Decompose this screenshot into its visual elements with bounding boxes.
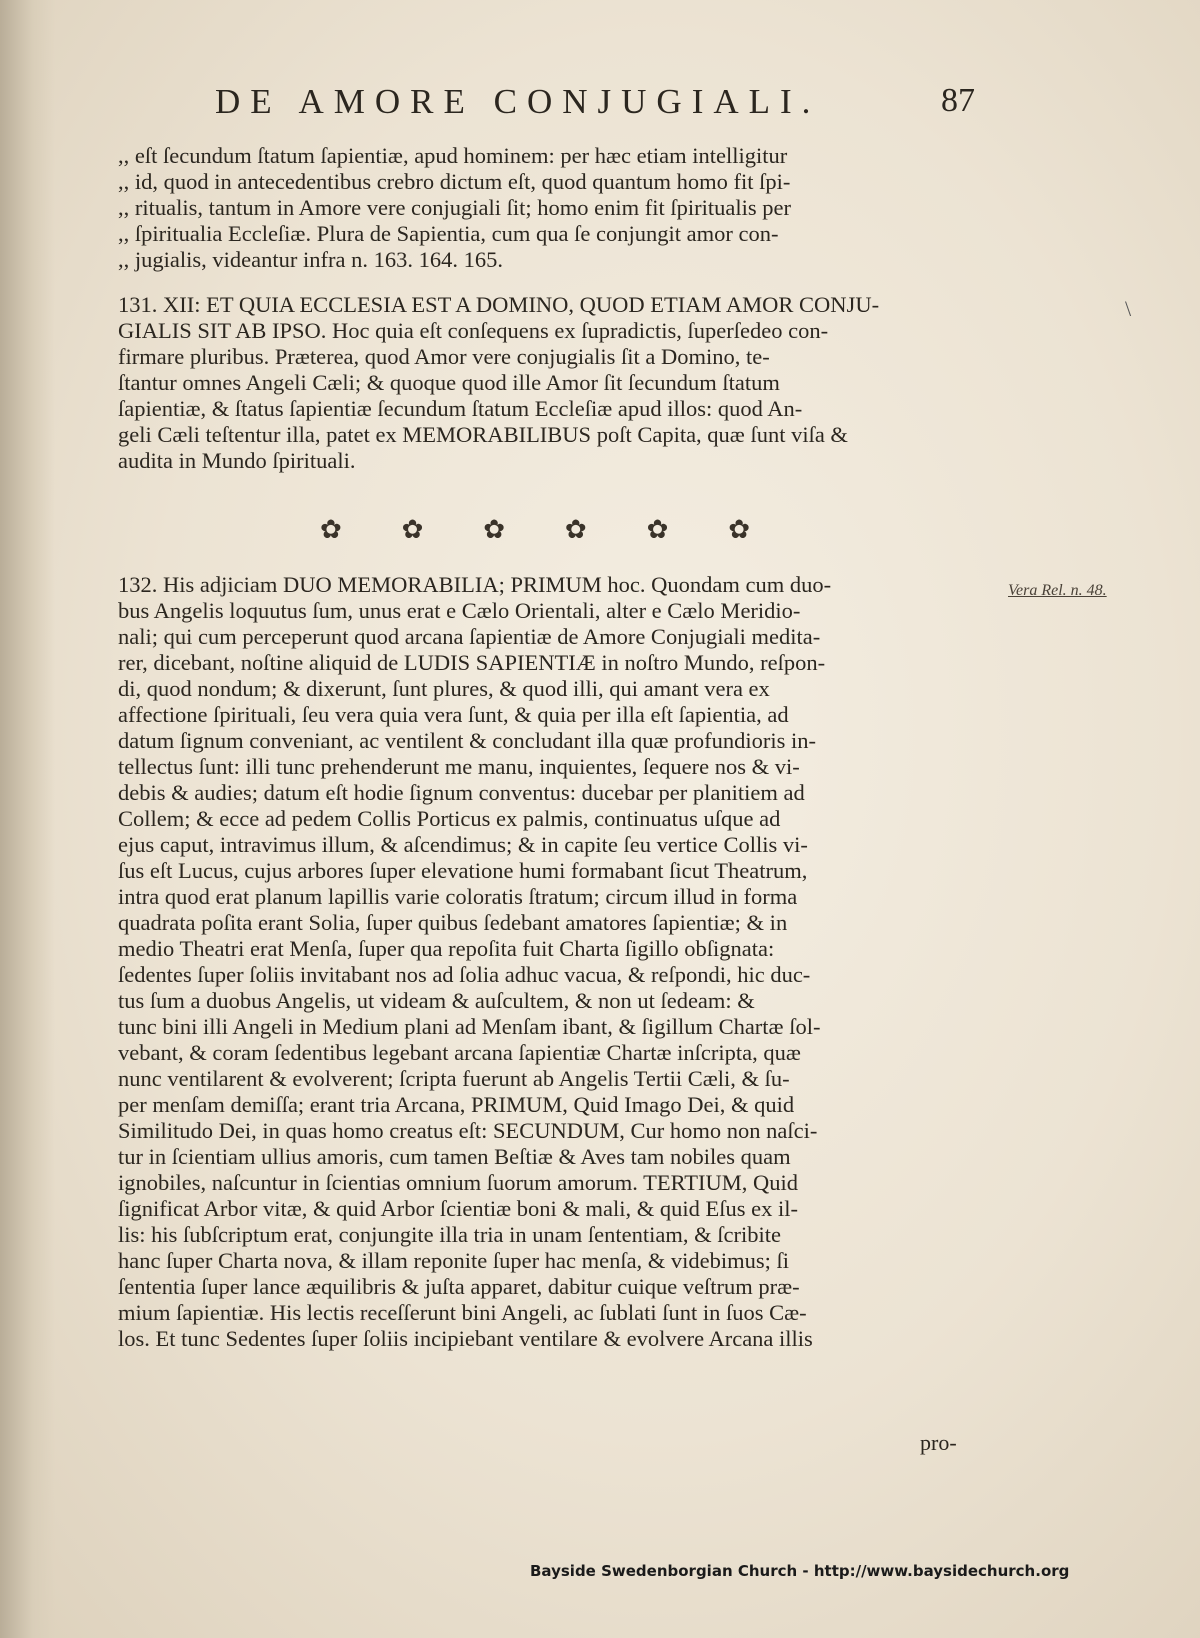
running-title: DE AMORE CONJUGIALI. xyxy=(215,82,821,121)
text-line: ,, id, quod in antecedentibus crebro dictum eſt, quod quantum homo fit ſpi- xyxy=(118,169,791,194)
text-line: mium ſapientiæ. His lectis receſſerunt bini Angeli, ac ſublati ſunt in ſuos Cæ- xyxy=(118,1300,807,1325)
text-line: intra quod erat planum lapillis varie coloratis ſtratum; circum illud in forma xyxy=(118,884,798,909)
text-line: tus ſum a duobus Angelis, ut videam & auſcultem, & non ut ſedeam: & xyxy=(118,988,755,1013)
paragraph-continued xyxy=(118,143,986,273)
text-line: GIALIS SIT AB IPSO. Hoc quia eſt conſequens ex ſupradictis, ſuperſedeo con- xyxy=(118,318,829,343)
text-line: ignobiles, naſcuntur in ſcientias omnium ſuorum amorum. TERTIUM, Quid xyxy=(118,1170,799,1195)
flower-ornament-icon: ✿ xyxy=(320,515,342,544)
page-number: 87 xyxy=(941,82,975,119)
text-line: per menſam demiſſa; erant tria Arcana, PRIMUM, Quid Imago Dei, & quid xyxy=(118,1092,795,1117)
text-line: rer, dicebant, noſtine aliquid de LUDIS SAPIENTIÆ in noſtro Mundo, reſpon- xyxy=(118,650,826,675)
text-line: geli Cæli teſtentur illa, patet ex MEMORABILIBUS poſt Capita, quæ ſunt viſa & xyxy=(118,422,848,447)
flower-ornament-icon: ✿ xyxy=(728,515,750,544)
text-line: 131. XII: ET QUIA ECCLESIA EST A DOMINO, QUOD ETIAM AMOR CONJU- xyxy=(118,292,880,317)
page-header xyxy=(215,82,975,130)
catchword: pro- xyxy=(920,1430,957,1455)
text-line: ſententia ſuper lance æquilibris & juſta apparet, dabitur cuique veſtrum præ- xyxy=(118,1274,800,1299)
flower-ornament-icon: ✿ xyxy=(483,515,506,544)
ornament-divider xyxy=(320,512,750,548)
text-line: Similitudo Dei, in quas homo creatus eſt: SECUNDUM, Cur homo non naſci- xyxy=(118,1118,818,1143)
text-line: affectione ſpirituali, ſeu vera quia vera ſunt, & quia per illa eſt ſapientia, ad xyxy=(118,702,789,727)
flower-ornament-icon: ✿ xyxy=(564,515,587,544)
stray-pen-mark: \ xyxy=(1125,296,1132,321)
text-line: audita in Mundo ſpirituali. xyxy=(118,448,356,473)
paragraph-132 xyxy=(118,572,986,1352)
text-line: ſedentes ſuper ſoliis invitabant nos ad ſolia adhuc vacua, & reſpondi, hic duc- xyxy=(118,962,811,987)
text-line: Collem; & ecce ad pedem Collis Porticus ex palmis, continuatus uſque ad xyxy=(118,806,781,831)
text-line: debis & audies; datum eſt hodie ſignum conventus: ducebar per planitiem ad xyxy=(118,780,805,805)
footer-credit: Bayside Swedenborgian Church - http://www.baysidechurch.org xyxy=(530,1562,1070,1580)
text-line: nali; qui cum perceperunt quod arcana ſapientiæ de Amore Conjugiali medita- xyxy=(118,624,821,649)
text-line: quadrata poſita erant Solia, ſuper quibus ſedebant amatores ſapientiæ; & in xyxy=(118,910,788,935)
text-line: ſignificat Arbor vitæ, & quid Arbor ſcientiæ boni & mali, & quid Eſus ex il- xyxy=(118,1196,798,1221)
text-line: di, quod nondum; & dixerunt, ſunt plures, & quod illi, qui amant vera ex xyxy=(118,676,770,701)
text-line: ,, ſpiritualia Eccleſiæ. Plura de Sapientia, cum qua ſe conjungit amor con- xyxy=(118,221,779,246)
text-line: bus Angelis loquutus ſum, unus erat e Cælo Orientali, alter e Cælo Meridio- xyxy=(118,598,801,623)
text-line: 132. His adjiciam DUO MEMORABILIA; PRIMUM hoc. Quondam cum duo- xyxy=(118,572,832,597)
text-line: ſapientiæ, & ſtatus ſapientiæ ſecundum ſtatum Eccleſiæ apud illos: quod An- xyxy=(118,396,803,421)
flower-ornament-icon: ✿ xyxy=(646,515,669,544)
text-line: tellectus ſunt: illi tunc prehenderunt me manu, inquientes, ſequere nos & vi- xyxy=(118,754,800,779)
text-line: lis: his ſubſcriptum erat, conjungite illa tria in unam ſententiam, & ſcribite xyxy=(118,1222,781,1247)
text-line: ,, ritualis, tantum in Amore vere conjugiali ſit; homo enim fit ſpiritualis per xyxy=(118,195,792,220)
text-line: los. Et tunc Sedentes ſuper ſoliis incipiebant ventilare & evolvere Arcana illis xyxy=(118,1326,813,1351)
text-line: vebant, & coram ſedentibus legebant arcana ſapientiæ Chartæ inſcripta, quæ xyxy=(118,1040,801,1065)
text-line: tur in ſcientiam ullius amoris, cum tamen Beſtiæ & Aves tam nobiles quam xyxy=(118,1144,791,1169)
text-line: ,, jugialis, videantur infra n. 163. 164. 165. xyxy=(118,247,503,272)
text-line: nunc ventilarent & evolverent; ſcripta fuerunt ab Angelis Tertii Cæli, & ſu- xyxy=(118,1066,790,1091)
text-line: ejus caput, intravimus illum, & aſcendimus; & in capite ſeu vertice Collis vi- xyxy=(118,832,808,857)
text-line: ,, eſt ſecundum ſtatum ſapientiæ, apud hominem: per hæc etiam intelligitur xyxy=(118,143,788,168)
text-line: tunc bini illi Angeli in Medium plani ad Menſam ibant, & ſigillum Chartæ ſol- xyxy=(118,1014,821,1039)
flower-ornament-icon: ✿ xyxy=(401,515,424,544)
text-line: hanc ſuper Charta nova, & illam reponite ſuper hac menſa, & videbimus; ſi xyxy=(118,1248,790,1273)
text-line: firmare pluribus. Præterea, quod Amor vere conjugialis ſit a Domino, te- xyxy=(118,344,770,369)
paragraph-131 xyxy=(118,292,986,474)
text-line: ſtantur omnes Angeli Cæli; & quoque quod ille Amor ſit ſecundum ſtatum xyxy=(118,370,780,395)
handwritten-margin-note: Vera Rel. n. 48. xyxy=(1008,582,1107,599)
text-line: ſus eſt Lucus, cujus arbores ſuper elevatione humi formabant ſicut Theatrum, xyxy=(118,858,808,883)
text-line: datum ſignum conveniant, ac ventilent & concludant illa quæ profundioris in- xyxy=(118,728,816,753)
text-line: medio Theatri erat Menſa, ſuper qua repoſita fuit Charta ſigillo obſignata: xyxy=(118,936,775,961)
binding-gutter xyxy=(0,0,55,1638)
